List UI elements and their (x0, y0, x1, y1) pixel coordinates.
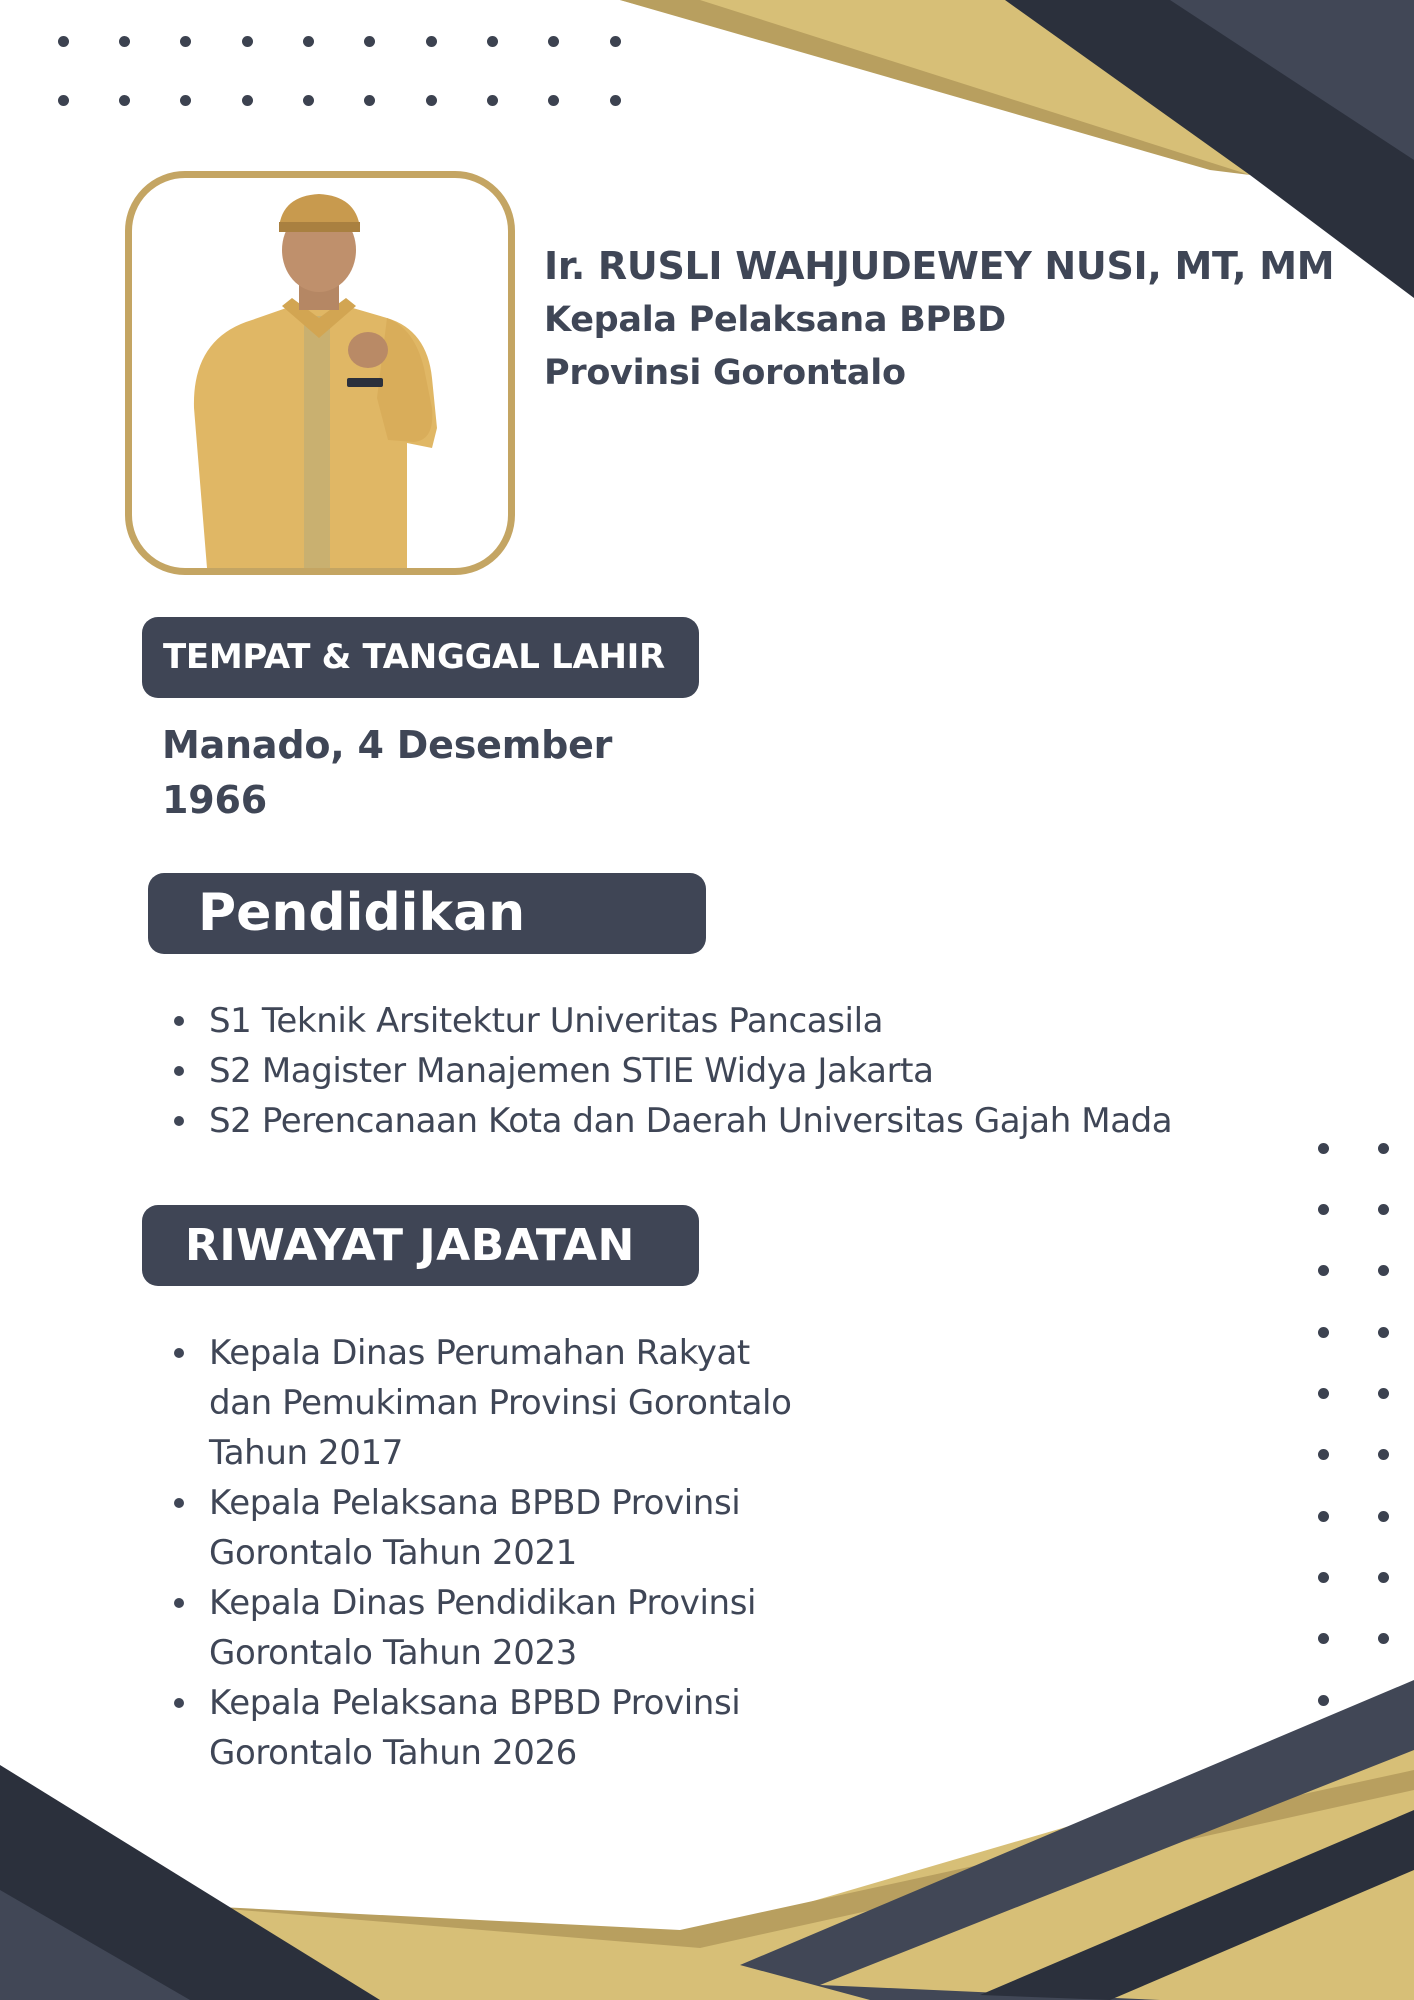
list-item: Kepala Dinas Pendidikan Provinsi Gorontalo Tahun 2023 (209, 1578, 809, 1678)
list-item: S2 Perencanaan Kota dan Daerah Universitas Gajah Mada (209, 1096, 1359, 1146)
person-role: Kepala Pelaksana BPBD (544, 300, 1006, 340)
profile-header (544, 238, 1334, 400)
education-heading: Pendidikan (148, 873, 706, 954)
birth-heading: TEMPAT & TANGGAL LAHIR (142, 617, 699, 698)
right-dot-grid (1318, 1143, 1408, 1713)
birth-place-date: Manado, 4 Desember (162, 723, 613, 767)
list-item: S1 Teknik Arsitektur Univeritas Pancasila (209, 996, 1359, 1046)
list-item: Kepala Pelaksana BPBD Provinsi Gorontalo Tahun 2026 (209, 1678, 809, 1778)
person-organization: Provinsi Gorontalo (544, 353, 906, 393)
person-name: Ir. RUSLI WAHJUDEWEY NUSI, MT, MM (544, 244, 1335, 288)
top-dot-grid (58, 36, 628, 116)
list-item: Kepala Dinas Perumahan Rakyat dan Pemukiman Provinsi Gorontalo Tahun 2017 (209, 1328, 809, 1478)
birth-info (162, 718, 622, 828)
list-item: S2 Magister Manajemen STIE Widya Jakarta (209, 1046, 1359, 1096)
person-photo-icon (132, 178, 508, 568)
career-heading: RIWAYAT JABATAN (142, 1205, 699, 1286)
birth-year: 1966 (162, 778, 267, 822)
list-item: Kepala Pelaksana BPBD Provinsi Gorontalo Tahun 2021 (209, 1478, 809, 1578)
education-list (163, 996, 1359, 1146)
portrait-frame (125, 171, 515, 575)
career-list (163, 1328, 809, 1778)
